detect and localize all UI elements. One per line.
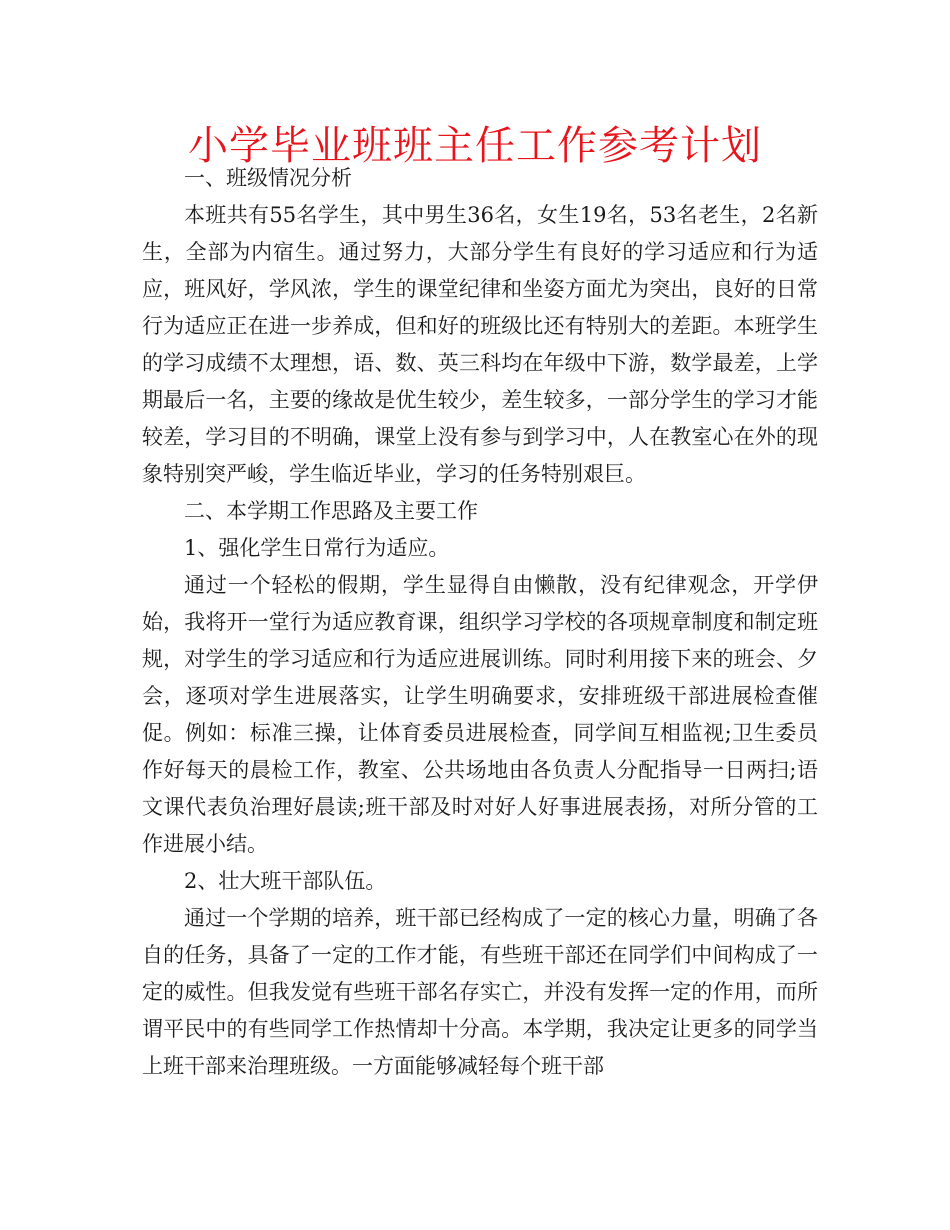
document-body: [142, 160, 818, 1085]
paragraph-class-analysis: 本班共有55名学生，其中男生36名，女生19名，53名老生，2名新生，全部为内宿生。通过努力，大部分学生有良好的学习适应和行为适应，班风好，学风浓，学生的课堂纪律和坐姿方面尤为突出，良好的日常行为适应正在进一步养成，但和好的班级比还有特别大的差距。本班学生的学习成绩不太理想，语、数、英三科均在年级中下游，数学最差，上学期最后一名，主要的缘故是优生较少，差生较多，一部分学生的学习才能较差，学习目的不明确，课堂上没有参与到学习中，人在教室心在外的现象特别突严峻，学生临近毕业，学习的任务特别艰巨。: [142, 203, 818, 486]
section-heading-class-analysis: 一、班级情况分析: [184, 166, 352, 190]
document-title: 小学毕业班班主任工作参考计划: [188, 123, 762, 169]
paragraph-daily-behavior: 通过一个轻松的假期，学生显得自由懒散，没有纪律观念，开学伊始，我将开一堂行为适应教育课，组织学习学校的各项规章制度和制定班规，对学生的学习适应和行为适应进展训练。同时利用接下来的班会、夕会，逐项对学生进展落实，让学生明确要求，安排班级干部进展检查催促。例如：标准三操，让体育委员进展检查，同学间互相监视;卫生委员作好每天的晨检工作，教室、公共场地由各负责人分配指导一日两扫;语文课代表负治理好晨读;班干部及时对好人好事进展表扬，对所分管的工作进展小结。: [142, 573, 818, 856]
section-heading-work-plan: 二、本学期工作思路及主要工作: [184, 499, 478, 523]
item-heading-daily-behavior: 1、强化学生日常行为适应。: [184, 536, 450, 560]
item-heading-class-cadres: 2、壮大班干部队伍。: [184, 869, 387, 893]
paragraph-class-cadres: 通过一个学期的培养，班干部已经构成了一定的核心力量，明确了各自的任务，具备了一定的工作才能，有些班干部还在同学们中间构成了一定的威性。但我发觉有些班干部名存实亡，并没有发挥一定的作用，而所谓平民中的有些同学工作热情却十分高。本学期，我决定让更多的同学当上班干部来治理班级。一方面能够减轻每个班干部: [142, 906, 818, 1078]
